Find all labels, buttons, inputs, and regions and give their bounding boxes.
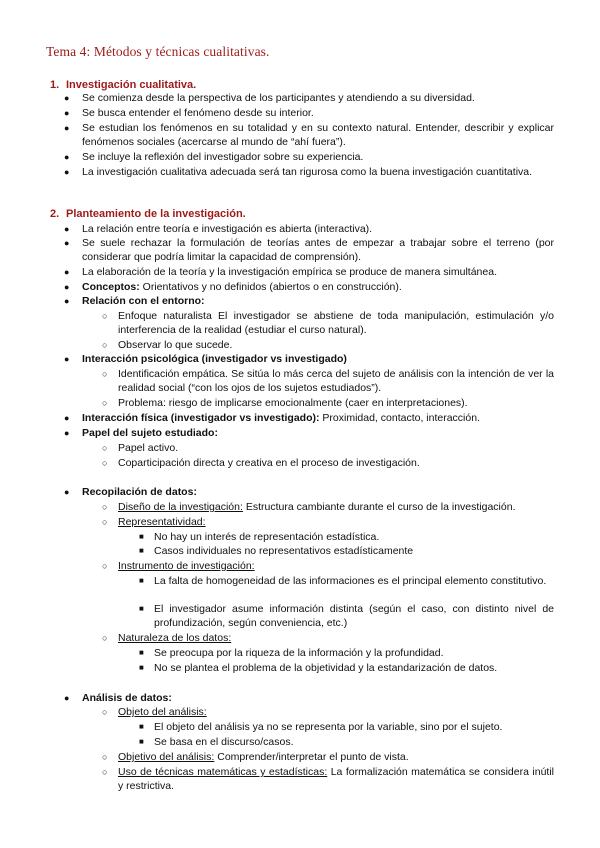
list-item: ● Se comienza desde la perspectiva de los participantes y atendiendo a su diversidad. [64, 92, 475, 104]
page-title: Tema 4: Métodos y técnicas cualitativas. [46, 44, 270, 59]
list-item: ● Relación con el entorno: [64, 295, 205, 307]
list-item: ○ Naturaleza de los datos: [102, 632, 232, 644]
list-item: ● Análisis de datos: [64, 692, 172, 704]
section-2-heading: 2. Planteamiento de la investigación. [50, 208, 246, 220]
list-item: ○ Papel activo. [102, 442, 179, 454]
list-item: ○ Problema: riesgo de implicarse emocionalmente (caer en interpretaciones). [102, 397, 468, 409]
list-item: ● La elaboración de la teoría y la investigación empírica se produce de manera simultánea. [64, 266, 497, 278]
list-item: ■ La falta de homogeneidad de las informaciones es el principal elemento constitutivo. [139, 575, 547, 587]
list-item: ■ El investigador asume información distinta (según el caso, con distinto nivel de profundización, según conveniencia, etc.) [139, 603, 554, 629]
list-item: ■ Se basa en el discurso/casos. [139, 736, 294, 748]
list-item: ● Recopilación de datos: [64, 486, 197, 498]
section-1-heading: 1. Investigación cualitativa. [50, 79, 197, 91]
list-item: ○ Coparticipación directa y creativa en el proceso de investigación. [102, 457, 420, 469]
list-item: ● La investigación cualitativa adecuada será tan rigurosa como la buena investigación cuantitativa. [64, 166, 533, 178]
list-item: ○ Objeto del análisis: [102, 706, 207, 718]
list-item: ● Se incluye la reflexión del investigador sobre su experiencia. [64, 151, 364, 163]
list-item: ○ Diseño de la investigación: Estructura cambiante durante el curso de la investigación. [102, 501, 516, 513]
list-item: ● Se estudian los fenómenos en su totalidad y en su contexto natural. Entender, describir y explicar fenómenos sociales (acercarse al mundo de “ahí fuera”). [64, 122, 554, 148]
list-item: ● Se suele rechazar la formulación de teorías antes de empezar a trabajar sobre el terreno (por considerar que podría limitar la capacidad de comprensión). [64, 237, 554, 263]
list-item: ■ El objeto del análisis ya no se representa por la variable, sino por el sujeto. [139, 721, 503, 733]
list-item: ● La relación entre teoría e investigación es abierta (interactiva). [64, 223, 373, 235]
list-item: ○ Uso de técnicas matemáticas y estadísticas: La formalización matemática se considera inútil y restrictiva. [102, 766, 554, 792]
list-item: ● Papel del sujeto estudiado: [64, 427, 218, 439]
list-item: ○ Objetivo del análisis: Comprender/interpretar el punto de vista. [102, 751, 409, 763]
list-item: ○ Enfoque naturalista El investigador se abstiene de toda manipulación, estimulación y/o interferencia de la realidad (estudiar el curso natural). [102, 310, 554, 336]
list-item: ■ Casos individuales no representativos estadísticamente [139, 545, 414, 557]
list-item: ● Interacción física (investigador vs investigado): Proximidad, contacto, interacción. [64, 412, 480, 424]
list-item: ■ Se preocupa por la riqueza de la información y la profundidad. [139, 647, 444, 659]
list-item: ● Conceptos: Orientativos y no definidos (abiertos o en construcción). [64, 281, 402, 293]
list-item: ■ No se plantea el problema de la objetividad y la estandarización de datos. [139, 662, 498, 674]
list-item: ○ Identificación empática. Se sitúa lo más cerca del sujeto de análisis con la intención de ver la realidad social (“con los ojos de los sujetos estudiados”). [102, 368, 554, 394]
list-item: ○ Instrumento de investigación: [102, 560, 255, 572]
list-item: ● Se busca entender el fenómeno desde su interior. [64, 107, 314, 119]
list-item: ● Interacción psicológica (investigador vs investigado) [64, 353, 347, 365]
list-item: ■ No hay un interés de representación estadística. [139, 531, 380, 543]
list-item: ○ Representatividad: [102, 516, 206, 528]
list-item: ○ Observar lo que sucede. [102, 339, 233, 351]
